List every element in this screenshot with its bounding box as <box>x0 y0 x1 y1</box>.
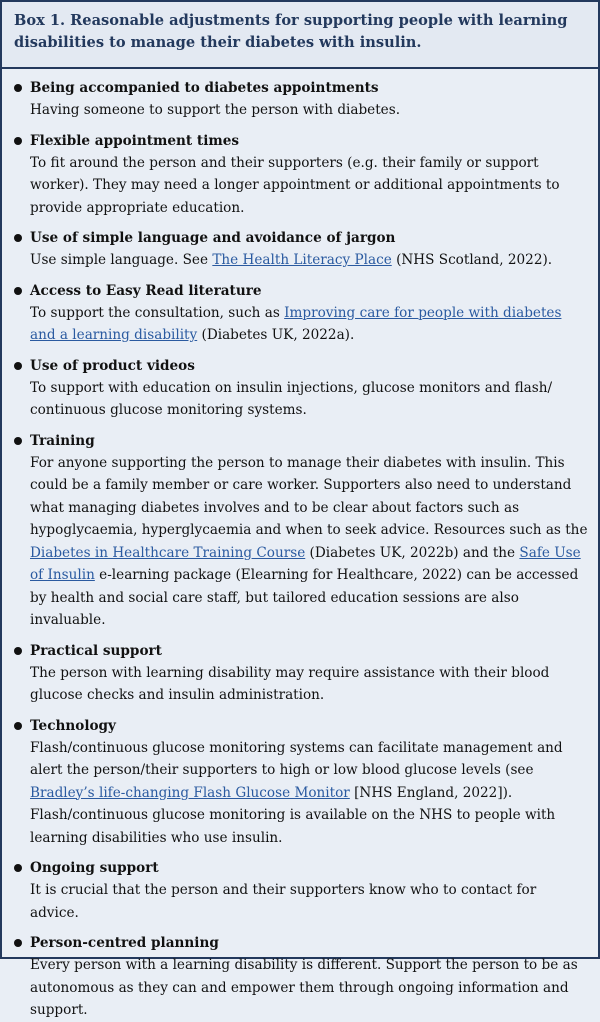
item-heading: Use of simple language and avoidance of jargon <box>30 230 396 246</box>
body-text: Every person with a learning disability is different. Support the person to be as autonomous as they can and empower them through ongoing information and support. <box>30 957 578 1018</box>
body-text: [NHS England, 2022]). Flash/continuous glucose monitoring is available on the NHS to people with learning disabilities who use insulin. <box>30 784 556 846</box>
bullet-icon <box>14 137 22 145</box>
item-heading: Practical support <box>30 642 162 659</box>
reference-link[interactable]: Bradley’s life-changing Flash Glucose Monitor <box>30 784 350 801</box>
item-heading: Technology <box>30 717 116 734</box>
item-heading: Person-centred planning <box>30 935 219 951</box>
body-text: (Diabetes UK, 2022a). <box>197 327 355 343</box>
list-item <box>12 932 588 1022</box>
item-heading: Flexible appointment times <box>30 132 240 149</box>
bullet-icon <box>14 864 22 872</box>
body-text: The person with learning disability may require assistance with their blood glucose checks and insulin administration. <box>30 664 550 703</box>
item-body <box>30 99 588 122</box>
item-body <box>30 152 588 220</box>
list-item <box>12 640 588 707</box>
bullet-icon <box>14 84 22 92</box>
bullet-icon <box>14 722 22 730</box>
body-text: (Diabetes UK, 2022b) and the <box>305 544 520 561</box>
adjustments-list <box>2 69 598 1022</box>
item-body <box>30 377 588 422</box>
bullet-icon <box>14 939 22 947</box>
item-heading: Use of product videos <box>30 357 195 374</box>
item-body <box>30 452 588 632</box>
item-heading: Being accompanied to diabetes appointments <box>30 80 379 96</box>
item-body <box>30 954 588 1022</box>
item-body <box>30 879 588 924</box>
list-item <box>12 227 588 272</box>
body-text: e-learning package (Elearning for Healthcare, 2022) can be accessed by health and social care staff, but tailored education sessions are also invaluable. <box>30 567 579 628</box>
reference-link[interactable]: Safe Use of Insulin <box>30 544 581 583</box>
item-body <box>30 249 588 272</box>
list-item <box>12 130 588 220</box>
bullet-icon <box>14 647 22 655</box>
bullet-icon <box>14 362 22 370</box>
bullet-icon <box>14 287 22 295</box>
body-text: To fit around the person and their supporters (e.g. their family or support worker). They may need a longer appointment or additional appointments to provide appropriate education. <box>30 154 560 216</box>
body-text: To support the consultation, such as <box>30 304 285 321</box>
list-item <box>12 355 588 422</box>
body-text: To support with education on insulin injections, glucose monitors and flash/ continuous glucose monitoring systems. <box>30 379 553 418</box>
bullet-icon <box>14 437 22 445</box>
body-text: It is crucial that the person and their supporters know who to contact for advice. <box>30 882 537 921</box>
body-text: Use simple language. See <box>30 252 213 268</box>
item-body <box>30 737 588 850</box>
box-header <box>2 2 598 69</box>
bullet-icon <box>14 234 22 242</box>
item-heading: Access to Easy Read literature <box>30 282 262 299</box>
item-heading: Ongoing support <box>30 860 159 876</box>
box-title: Box 1. Reasonable adjustments for supporting people with learning disabilities to manage their diabetes with insulin. <box>14 12 568 51</box>
reference-link[interactable]: The Health Literacy Place <box>212 252 392 268</box>
reference-link[interactable]: Diabetes in Healthcare Training Course <box>30 544 306 561</box>
list-item <box>12 715 588 850</box>
body-text: Flash/continuous glucose monitoring systems can facilitate management and alert the person/their supporters to high or low blood glucose levels (see <box>30 739 563 778</box>
list-item <box>12 77 588 122</box>
reference-link[interactable]: Improving care for people with diabetes and a learning disability <box>30 304 562 343</box>
item-body <box>30 662 588 707</box>
body-text: (NHS Scotland, 2022). <box>391 252 553 268</box>
list-item <box>12 430 588 632</box>
body-text: Having someone to support the person with diabetes. <box>30 102 401 118</box>
item-body <box>30 302 588 347</box>
item-heading: Training <box>30 432 95 449</box>
list-item <box>12 857 588 924</box>
body-text: For anyone supporting the person to manage their diabetes with insulin. This could be a family member or care worker. Supporters also need to understand what managing diabetes involves and to be clear about factors such as hypoglycaemia, hyperglycaemia and when to seek advice. Resources such as the <box>30 454 588 538</box>
list-item <box>12 280 588 347</box>
